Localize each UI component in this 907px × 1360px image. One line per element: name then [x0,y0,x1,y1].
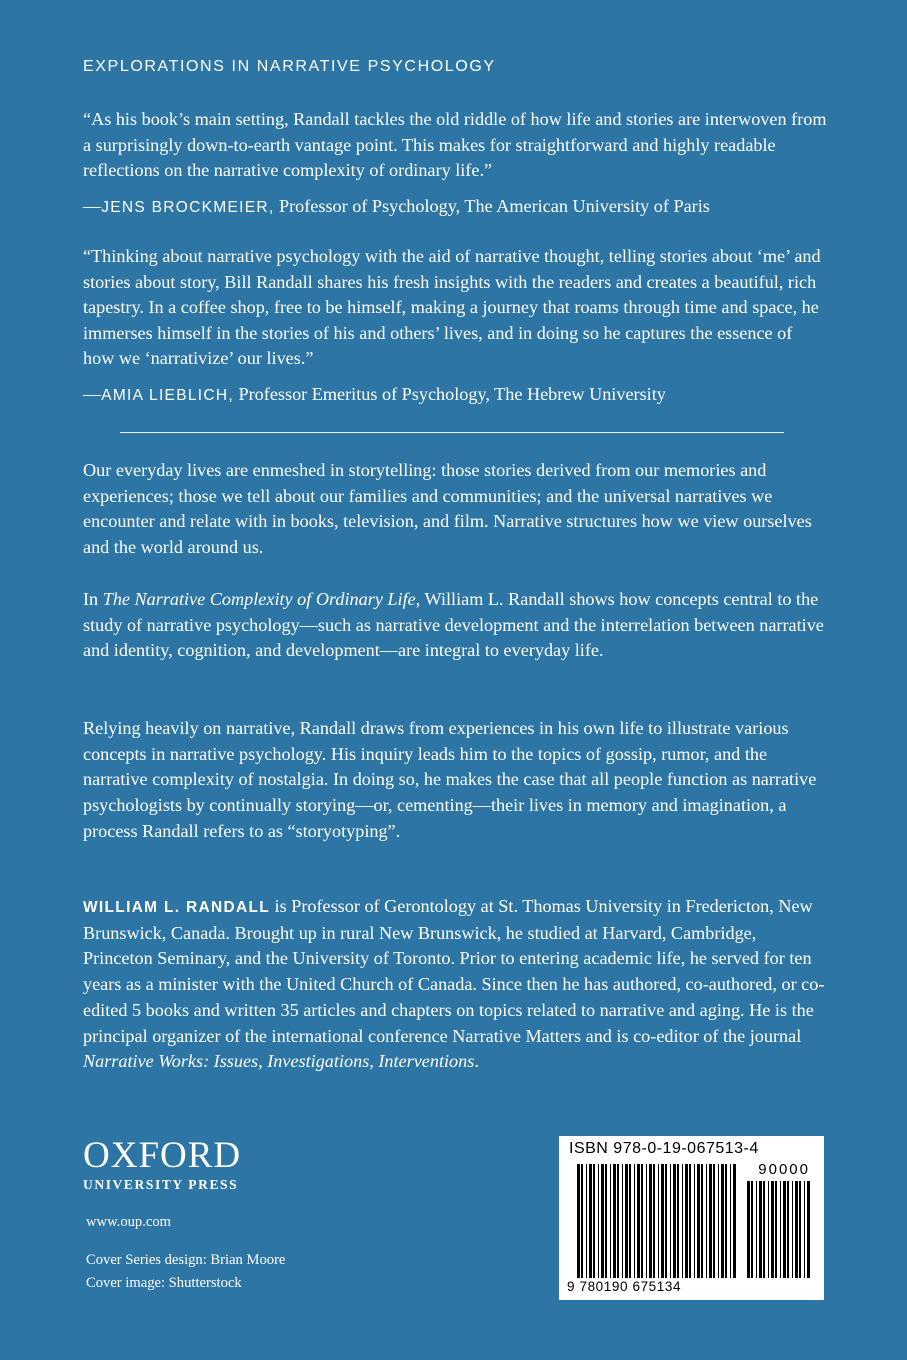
book-title: The Narrative Complexity of Ordinary Life [102,589,416,609]
barcode-digits: 9 780190 675134 [567,1279,682,1294]
reviewer-title: Professor Emeritus of Psychology, The Hebrew University [238,384,666,404]
barcode-bar [795,1181,798,1278]
barcode-bar [718,1164,719,1278]
barcode-bar [682,1164,683,1278]
bio-text: is Professor of Gerontology at St. Thomas University in Fredericton, New Brunswick, Canada. Brought up in rural New Brunswick, he studied at Harvard, Cambridge, Princeton Seminary, and the University of Toronto. Prior to entering academic life, he served for ten years as a minister with the United Church of Canada. Since then he has authored, co-authored, or co-edited 5 books and written 35 articles and chapters on topics related to narrative and aging. He is the principal organizer of the international conference Narrative Matters and is co-editor of the journal [83,896,825,1046]
review-quote-2: “Thinking about narrative psychology with the aid of narrative thought, telling stories about ‘me’ and stories about story, Bill Randall shares his fresh insights with the readers and creates a beautiful, rich tapestry. In a coffee shop, free to be himself, making a journey that roams through time and space, he immerses himself in the stories of his and others’ lives, and in doing so he captures the essence of how we ‘narrativize’ our lives.” [83,246,821,368]
barcode-bar [689,1164,691,1278]
reviewer-title: Professor of Psychology, The American University of Paris [278,196,710,216]
barcode-bar [685,1164,688,1278]
review-quote-1: “As his book’s main setting, Randall tackles the old riddle of how life and stories are interwoven from a surprisingly down-to-earth vantage point. This makes for straightforward and highly readable reflections on the narrative complexity of ordinary life.” [83,109,827,180]
price-code: 90000 [758,1161,810,1178]
attribution-dash: — [83,384,102,404]
barcode-bar [804,1181,805,1278]
barcode-bar [641,1164,643,1278]
credit-cover-image: Cover image: Shutterstock [86,1275,242,1291]
attribution-dash: — [83,196,102,216]
reviewer-name: JENS BROCKMEIER, [101,199,275,216]
paragraph-text: In [83,589,103,609]
credit-series-design: Cover Series design: Brian Moore [86,1252,286,1268]
isbn-barcode [559,1136,824,1300]
barcode-bar [677,1164,679,1278]
barcode-bar [605,1164,607,1278]
barcode-bar [658,1164,659,1278]
barcode-bar [775,1181,777,1278]
barcode-bar [653,1164,655,1278]
barcode-bar [787,1181,789,1278]
section-divider [120,432,784,433]
barcode-bar [725,1164,727,1278]
barcode-bar [721,1164,724,1278]
paragraph-text: , William L. Randall shows how concepts central to the study of narrative psychology—such as narrative development and the interrelation between narrative and identity, cognition, and development—are integral to everyday life. [83,589,824,661]
publisher-sub: UNIVERSITY PRESS [83,1177,239,1192]
barcode-bar [706,1164,707,1278]
barcode-bar [768,1181,769,1278]
barcode-bar [613,1164,616,1278]
barcode-bar [807,1181,810,1278]
description-paragraph-1: Our everyday lives are enmeshed in storytelling: those stories derived from our memories and experiences; those we tell about our families and communities; and the universal narratives we encounter and relate with in books, television, and film. Narrative structures how we view ourselves and the world around us. [83,460,812,558]
barcode-bar [751,1181,753,1278]
barcode-bar [747,1181,750,1278]
barcode-bar [593,1164,595,1278]
barcode-bar [780,1181,781,1278]
barcode-bar [799,1181,801,1278]
isbn-number: ISBN 978-0-19-067513-4 [569,1140,759,1157]
barcode-bar [709,1164,712,1278]
publisher-website: www.oup.com [86,1214,171,1230]
series-title: EXPLORATIONS IN NARRATIVE PSYCHOLOGY [83,58,496,75]
barcode-bar [649,1164,652,1278]
barcode-bar [713,1164,715,1278]
barcode-bar [661,1164,664,1278]
review-attribution-2 [83,384,666,405]
barcode-bar [617,1164,619,1278]
barcode-bar [759,1181,762,1278]
publisher-logo [83,1136,241,1193]
barcode-bar [610,1164,611,1278]
barcode-bar [733,1164,736,1278]
author-bio [83,894,828,1075]
barcode-bar [756,1181,757,1278]
barcode-bar [634,1164,635,1278]
bio-end: . [474,1051,479,1072]
barcode-bar [581,1164,583,1278]
journal-title: Narrative Works: Issues, Investigations, Interventions [83,1051,475,1072]
barcode-bar [670,1164,671,1278]
barcode-bar [697,1164,700,1278]
barcode-bar [625,1164,628,1278]
barcode-bar [637,1164,640,1278]
review-attribution-1 [83,196,710,217]
reviewer-name: AMIA LIEBLICH, [101,387,234,404]
barcode-bar [622,1164,623,1278]
barcode-bar [601,1164,604,1278]
barcode-bar [665,1164,667,1278]
barcode-bar [577,1164,580,1278]
barcode-bar [701,1164,703,1278]
barcode-bar [694,1164,695,1278]
barcode-bar [598,1164,599,1278]
barcode-bar [763,1181,765,1278]
barcode-bar [589,1164,592,1278]
barcode-bar [673,1164,676,1278]
description-paragraph-3: Relying heavily on narrative, Randall draws from experiences in his own life to illustrate various concepts in narrative psychology. His inquiry leads him to the topics of gossip, rumor, and the narrative complexity of nostalgia. In doing so, he makes the case that all people function as narrative psychologists by continually storying—or, cementing—their lives in memory and imagination, a process Randall refers to as “storyotyping”. [83,718,817,841]
description-paragraph-2 [83,587,828,664]
barcode-bars [559,1136,824,1300]
barcode-bar [783,1181,786,1278]
barcode-bar [586,1164,587,1278]
barcode-bar [646,1164,647,1278]
barcode-bar [792,1181,793,1278]
barcode-bar [730,1164,731,1278]
publisher-name: OXFORD [83,1135,242,1176]
author-name: WILLIAM L. RANDALL [83,899,270,916]
barcode-bar [629,1164,631,1278]
barcode-bar [771,1181,774,1278]
